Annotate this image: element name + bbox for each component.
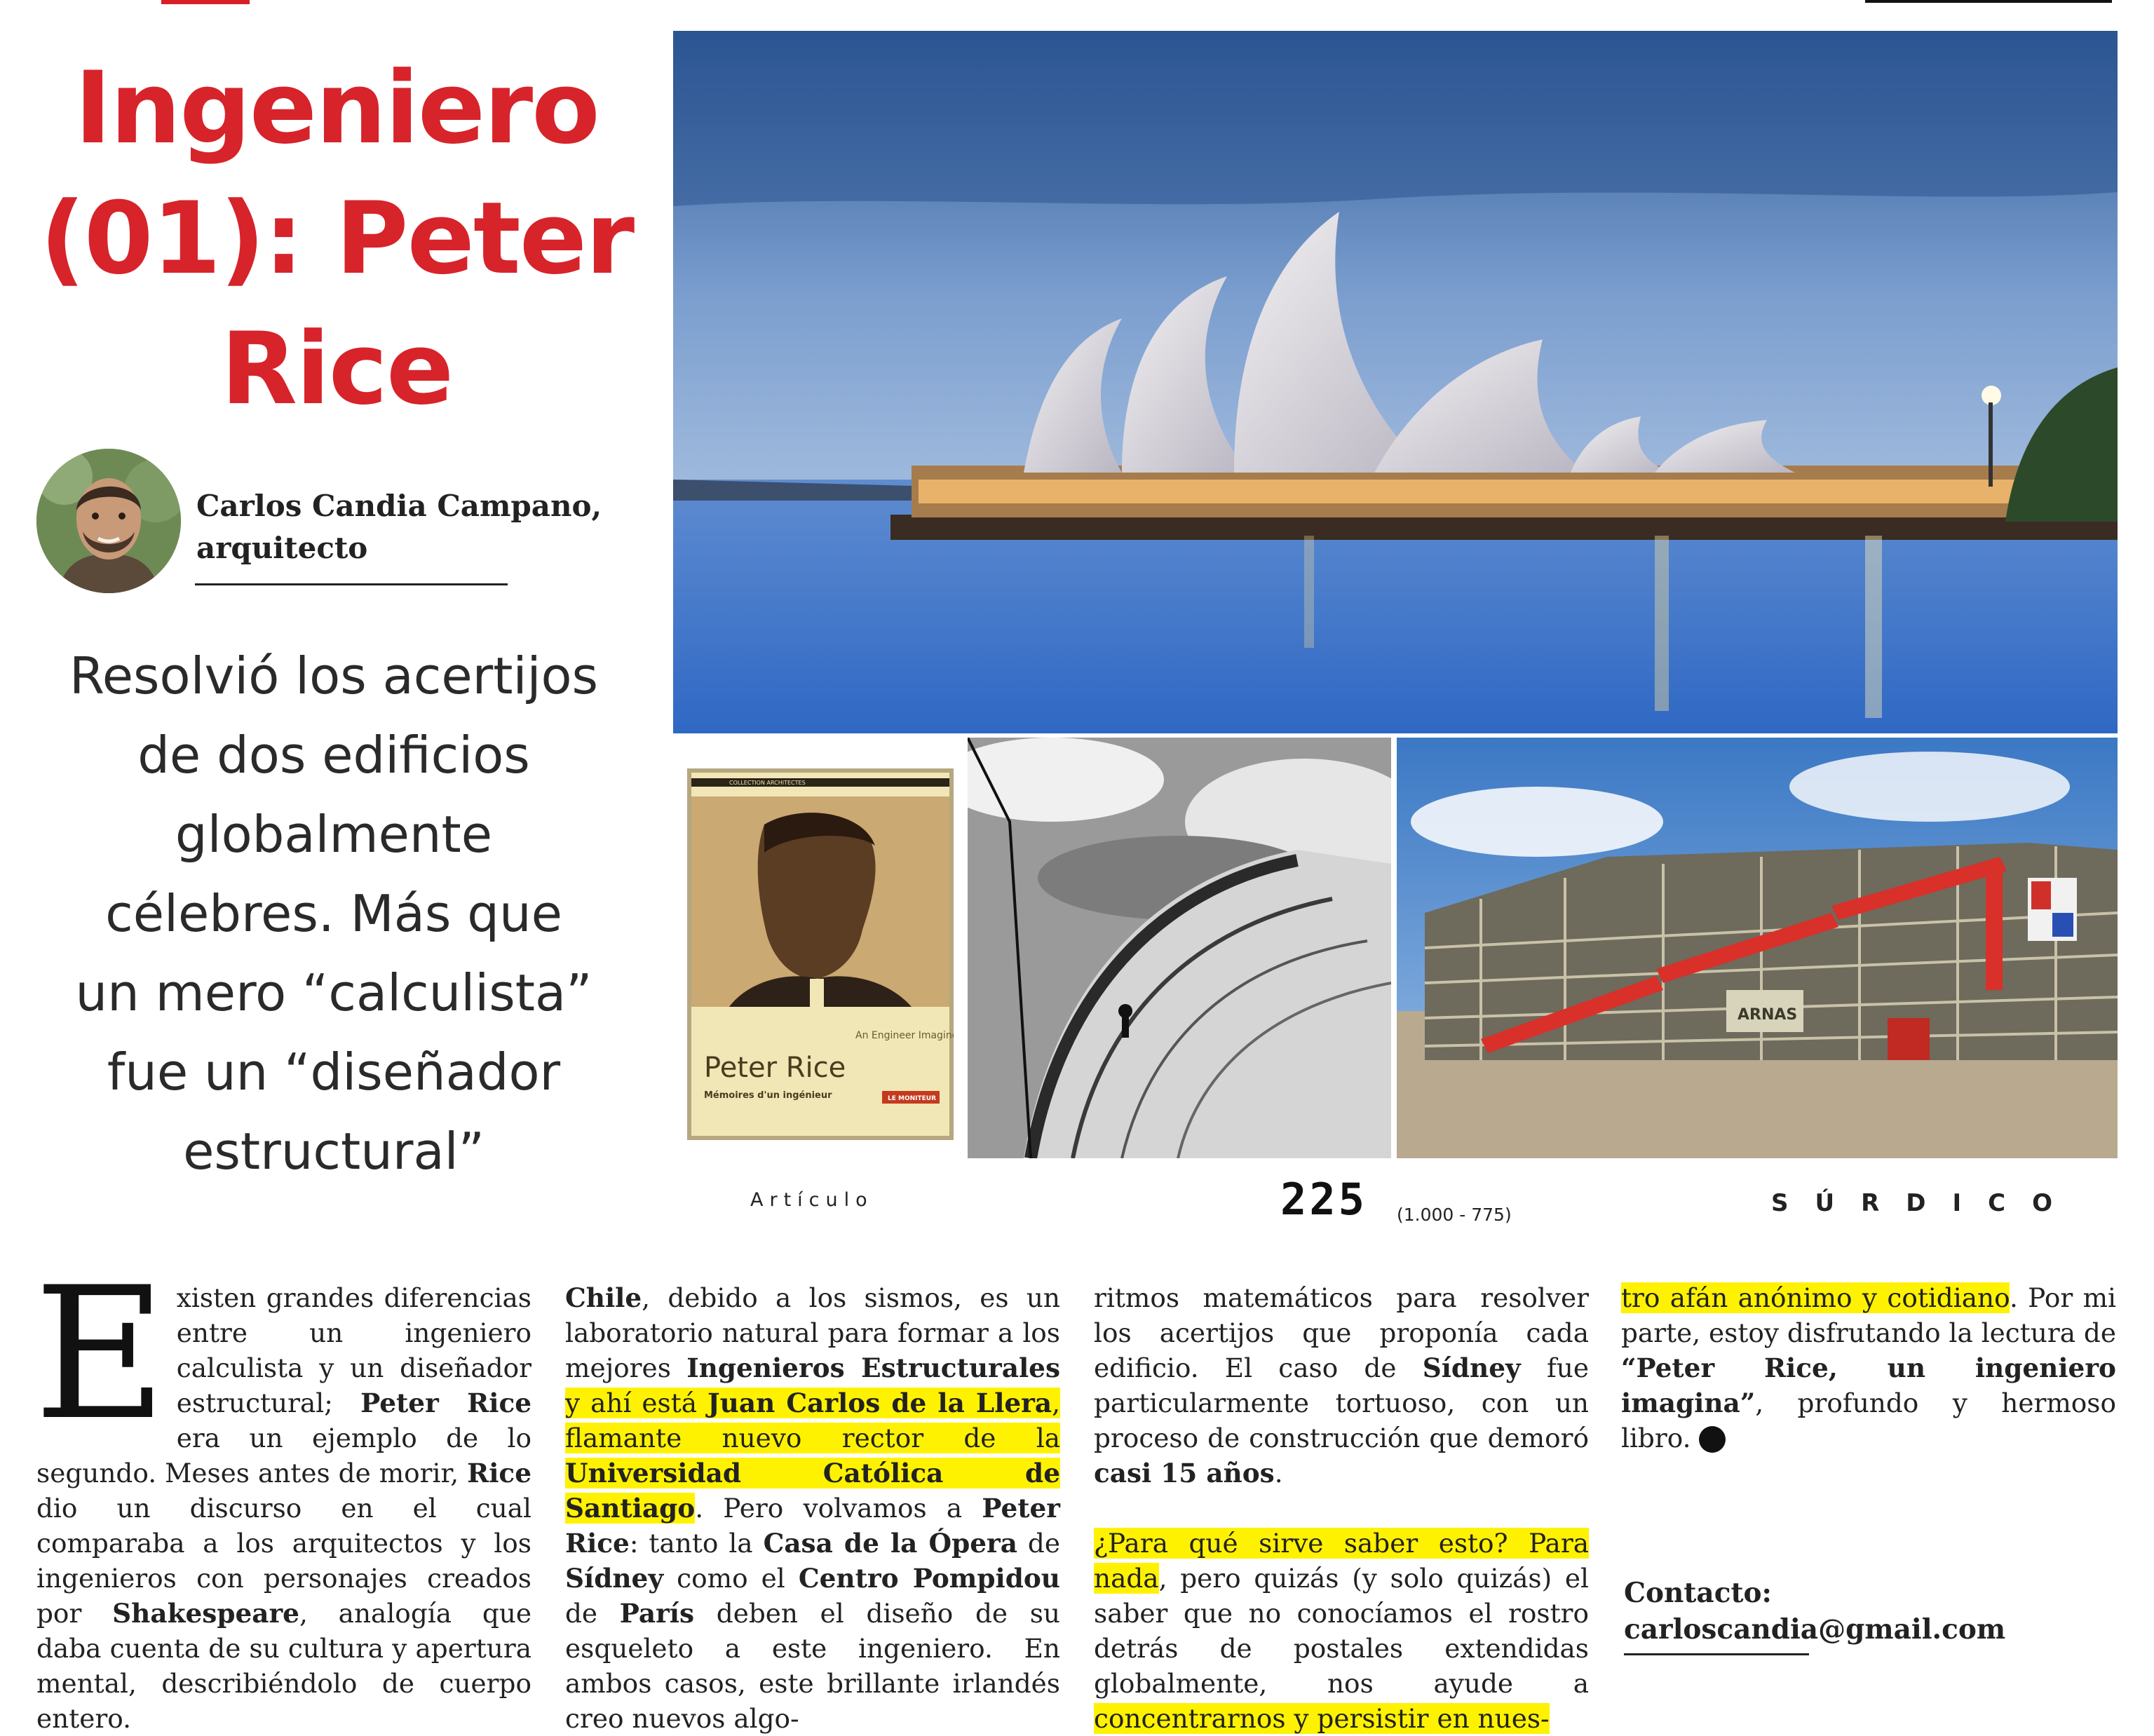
opera-house-image-icon [673,31,2118,733]
body-text: , profundo y hermoso libro. [1621,1388,2116,1453]
opera-roof-construction-photo [968,738,1391,1158]
issue-number: 225 [1280,1174,1367,1225]
standfirst [25,637,642,1191]
book-cover-image-icon [687,768,954,1140]
body-bold: Rice [467,1458,531,1489]
end-of-article-bullet-icon [1699,1426,1726,1453]
publication-name: SÚRDICO [1771,1189,2080,1217]
book-title: Peter Rice [704,1052,846,1084]
body-column-1 [34,1249,532,1736]
body-bold: Casa de la Ópera [763,1528,1017,1559]
highlighted-text: tro afán anónimo y cotidiano [1621,1282,2010,1313]
highlighted-text: concentrarnos y persistir en nues- [1094,1703,1550,1734]
body-text: , analogía que daba cuenta de su cultura y apertura mental, describiéndolo de cuerpo entero. [36,1598,531,1734]
author-portrait-icon [36,449,181,593]
section-label: Artículo [750,1189,874,1211]
body-text: deben el diseño de su esqueleto a este ingeniero. En ambos casos, este brillante irlandés creo nuevos algo- [565,1598,1060,1734]
body-bold: “Peter Rice, un ingeniero imagina” [1621,1352,2116,1418]
pompidou-banner-text: ARNAS [1738,1006,1798,1024]
headline-line-3: Rice [220,311,453,427]
standfirst-line: un mero “calculista” [75,963,592,1022]
body-bold: Peter Rice [565,1493,1060,1559]
body-bold: casi 15 años [1094,1458,1275,1489]
body-bold: Sídney [1422,1352,1521,1383]
body-text: ritmos matemáticos para resolver los acertijos que proponía cada edificio. El caso de [1094,1282,1589,1383]
body-text: . [1274,1458,1283,1489]
highlighted-text: ¿Para qué sirve saber esto? Para nada [1094,1528,1589,1594]
drop-cap: E [34,1249,167,1460]
body-text: . Pero volvamos a [695,1493,982,1524]
body-text: como el [663,1563,799,1594]
body-paragraph [1621,1280,2116,1456]
book-subtitle: Mémoires d'un ingénieur [704,1090,832,1101]
standfirst-line: de dos edificios [137,726,530,785]
book-cover [687,768,954,1140]
body-bold: Juan Carlos de la Llera [707,1388,1052,1418]
author-avatar [36,449,181,593]
body-bold: Centro Pompidou [798,1563,1060,1594]
centre-pompidou-photo [1397,738,2118,1158]
body-bold: Sídney [565,1563,664,1594]
sydney-opera-house-photo [673,31,2118,733]
body-bold: Chile [565,1282,642,1313]
standfirst-line: globalmente [175,805,493,864]
body-text: de [565,1598,620,1629]
contact-label: Contacto: [1624,1577,1772,1609]
pompidou-image-icon [1397,738,2118,1158]
body-paragraph [1094,1280,1589,1491]
standfirst-line: célebres. Más que [105,884,562,943]
book-series: COLLECTION ARCHITECTES [729,780,806,786]
book-publisher: LE MONITEUR [888,1095,937,1102]
body-text: . Por mi parte, estoy disfrutando la lectura de [1621,1282,2116,1348]
body-paragraph [34,1249,532,1736]
issue-detail: (1.000 - 775) [1397,1205,1512,1225]
top-section-tab [161,0,250,4]
body-column-3 [1094,1280,1589,1736]
body-column-2 [565,1280,1060,1736]
body-text: dio un discurso en el cual comparaba a los arquitectos y los ingenieros con personajes creados por [36,1493,531,1629]
body-text: y ahí está [565,1388,707,1418]
body-text: , flamante nuevo rector de la [565,1388,1060,1453]
headline-line-1: Ingeniero [74,50,599,166]
body-paragraph [565,1280,1060,1736]
author-byline [196,485,602,569]
body-text: : tanto la [629,1528,764,1559]
contact-email[interactable]: carloscandia@gmail.com [1624,1613,2006,1646]
author-role: arquitecto [196,531,368,565]
body-text: xisten grandes diferencias entre un ingeniero calculista y un diseñador estructural; [176,1282,531,1418]
author-rule [195,583,508,585]
body-text: , pero quizás (y solo quizás) el saber que no conocíamos el rostro detrás de postales extendidas globalmente, nos ayude a [1094,1563,1589,1699]
body-text: era un ejemplo de lo segundo. Meses antes de morir, [36,1423,531,1489]
standfirst-line: fue un “diseñador [107,1043,561,1101]
book-tagline: An Engineer Imagines [855,1030,954,1041]
standfirst-line: estructural” [183,1122,485,1181]
body-text: fue particularmente tortuoso, con un proceso de construcción que demoró [1094,1352,1590,1453]
body-bold: Peter Rice [360,1388,532,1418]
headline-line-2: (01): Peter [39,181,634,297]
body-bold: Ingenieros Estructurales [686,1352,1060,1383]
body-bold: Universidad Católica de Santiago [565,1458,1060,1524]
body-column-4 [1621,1280,2116,1456]
author-name: Carlos Candia Campano, [196,489,602,523]
contact-rule [1624,1653,1809,1655]
contact-block [1624,1575,2005,1648]
roof-image-icon [968,738,1391,1158]
body-bold: Shakespeare [112,1598,299,1629]
standfirst-line: Resolvió los acertijos [69,646,599,705]
body-paragraph [1094,1526,1589,1736]
top-rule [1865,0,2112,3]
body-text: , debido a los sismos, es un laboratorio natural para formar a los mejores [565,1282,1060,1383]
body-bold: París [619,1598,695,1629]
headline [28,43,645,435]
body-text: de [1017,1528,1060,1559]
